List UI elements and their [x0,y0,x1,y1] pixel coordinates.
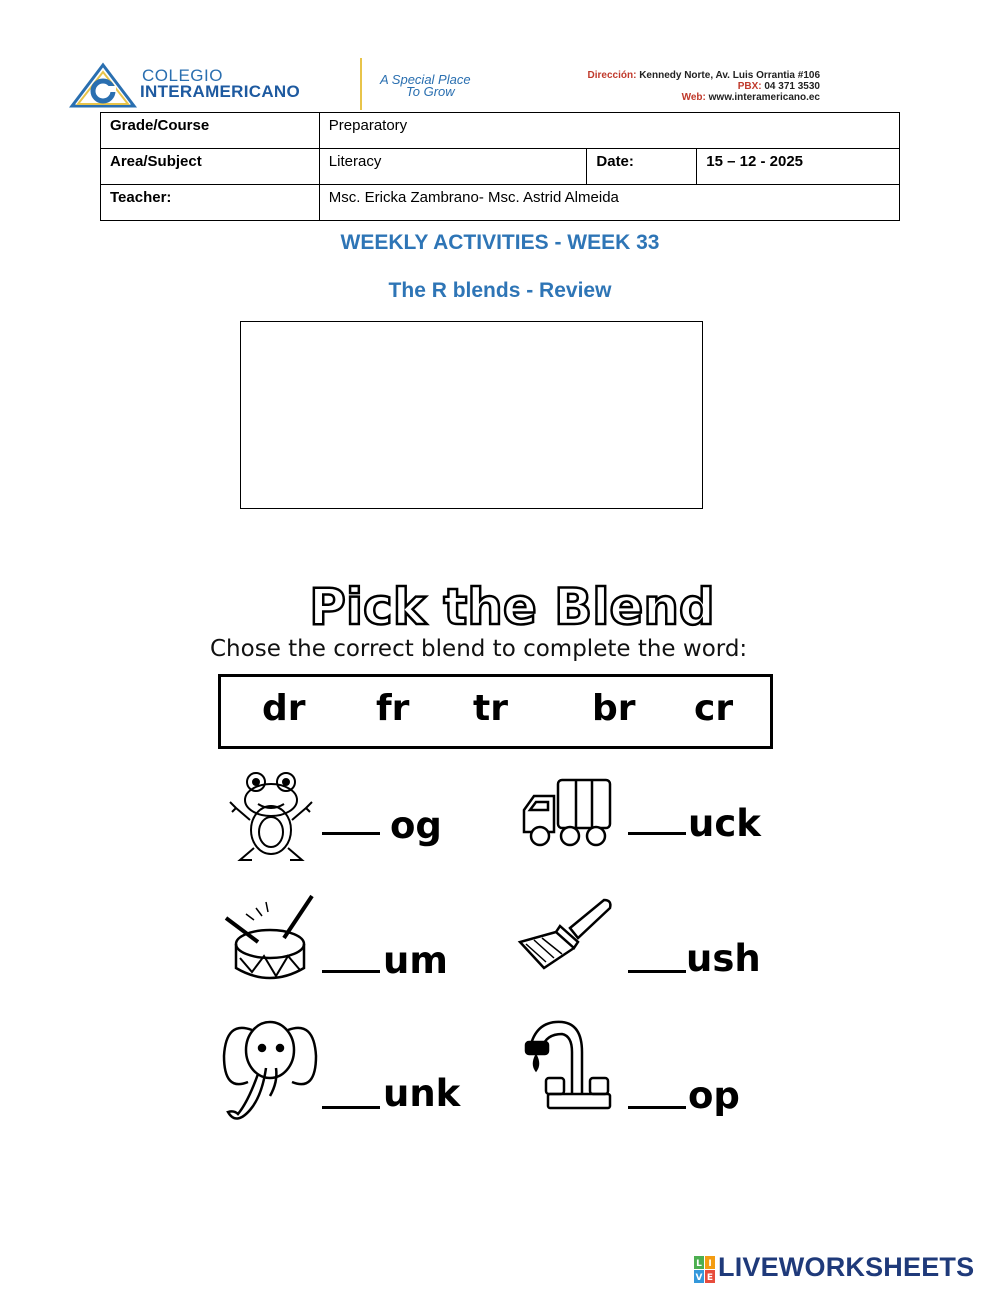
date-label: Date: [587,149,697,185]
teacher-value: Msc. Ericka Zambrano- Msc. Astrid Almeida [319,185,899,221]
school-name-line1: COLEGIO [142,66,223,85]
weekly-title: WEEKLY ACTIVITIES - WEEK 33 [340,231,660,254]
answer-blank[interactable] [628,832,686,835]
truck-icon [520,774,616,848]
elephant-icon [222,1016,318,1128]
slogan-line1: A Special Place [380,72,471,87]
answer-blank[interactable] [322,970,380,973]
address-label: Dirección: [587,70,637,81]
badge-letter: V [695,1273,703,1283]
blend-option: br [592,688,636,729]
answer-blank[interactable] [628,1106,686,1109]
table-row [101,113,900,149]
date-value: 15 – 12 - 2025 [697,149,900,185]
word-ending-brush: ush [686,937,761,980]
address-line [588,70,820,81]
badge-letter: L [696,1259,702,1269]
phone-label: PBX: [737,81,762,92]
word-ending-drop: op [688,1074,740,1117]
liveworksheets-brand: LIVEWORKSHEETS [718,1252,975,1282]
phone-line [738,81,820,92]
info-table [100,112,900,221]
badge-letter: E [706,1273,714,1283]
phone-value: 04 371 3530 [764,81,820,92]
worksheet-heading [0,578,1000,636]
web-value: www.interamericano.ec [708,92,820,103]
grade-label: Grade/Course [101,113,320,149]
topic-title: The R blends - Review [388,279,612,302]
video-placeholder-box[interactable] [240,321,703,509]
answer-blank[interactable] [322,1106,380,1109]
web-line [682,92,820,103]
slogan-line2: To Grow [406,84,455,99]
badge-letter: I [708,1259,712,1269]
subject-label: Area/Subject [101,149,320,185]
answer-blank[interactable] [322,832,380,835]
word-ending-drum: um [383,939,448,982]
school-name-line2: INTERAMERICANO [140,82,301,101]
word-ending-trunk: unk [383,1072,461,1115]
word-ending-truck: uck [688,802,761,845]
liveworksheets-logo-icon [694,1256,716,1284]
table-row [101,149,900,185]
instruction-text: Chose the correct blend to complete the word: [210,636,748,662]
address-value: Kennedy Norte, Av. Luis Orrantia #106 [639,70,820,81]
frog-icon [228,768,314,864]
blend-option: tr [473,688,508,729]
worksheet-heading-text: Pick the Blend [309,578,715,636]
blend-option: fr [376,688,410,729]
word-ending-frog: og [390,804,442,847]
school-logo-icon [68,62,138,108]
grade-value: Preparatory [319,113,899,149]
faucet-icon [520,1018,616,1114]
drum-icon [222,892,318,988]
table-row [101,185,900,221]
answer-blank[interactable] [628,970,686,973]
subject-value: Literacy [319,149,587,185]
paintbrush-icon [516,896,614,972]
blend-option: dr [262,688,306,729]
blend-option: cr [694,688,734,729]
header-divider [360,58,362,110]
web-label: Web: [681,92,706,103]
teacher-label: Teacher: [101,185,320,221]
